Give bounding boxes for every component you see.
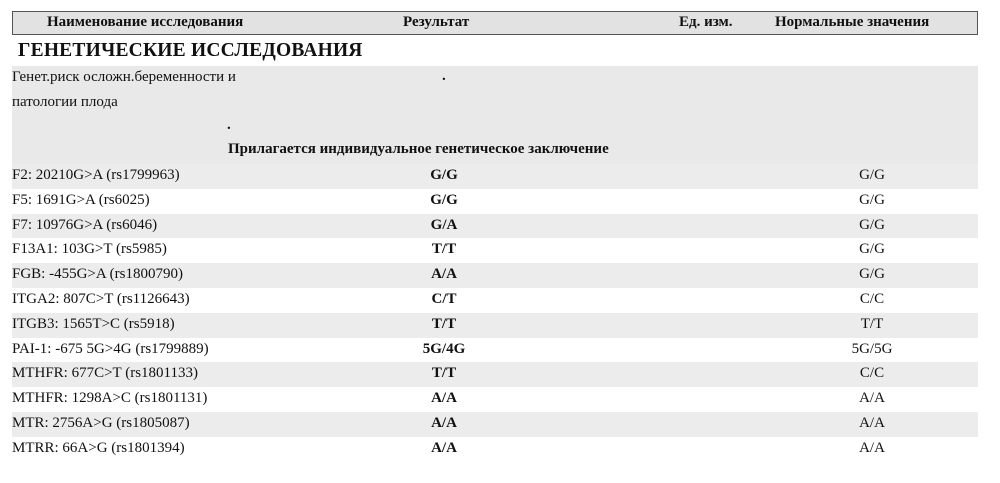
test-name: MTHFR: 1298A>C (rs1801131) bbox=[12, 390, 208, 407]
risk-block bbox=[12, 66, 978, 164]
test-name: ITGA2: 807C>T (rs1126643) bbox=[12, 290, 190, 307]
test-result: G/G bbox=[430, 191, 458, 208]
results-table bbox=[12, 164, 978, 462]
section-title: ГЕНЕТИЧЕСКИЕ ИССЛЕДОВАНИЯ bbox=[18, 40, 363, 61]
normal-value: C/C bbox=[859, 290, 885, 307]
test-name: F5: 1691G>A (rs6025) bbox=[12, 191, 150, 208]
test-name: ITGB3: 1565T>C (rs5918) bbox=[12, 315, 175, 332]
normal-value: T/T bbox=[860, 315, 884, 332]
header-unit: Ед. изм. bbox=[679, 14, 733, 30]
table-row bbox=[12, 412, 978, 437]
test-name: F2: 20210G>A (rs1799963) bbox=[12, 167, 180, 183]
table-row bbox=[12, 238, 978, 263]
test-result: 5G/4G bbox=[422, 340, 466, 357]
table-row bbox=[12, 362, 978, 387]
table-row bbox=[12, 437, 978, 462]
risk-result-dot: . bbox=[442, 68, 446, 84]
table-row bbox=[12, 164, 978, 189]
test-name: FGB: -455G>A (rs1800790) bbox=[12, 266, 183, 283]
table-row bbox=[12, 387, 978, 412]
test-name: MTRR: 66A>G (rs1801394) bbox=[12, 439, 185, 456]
header-result: Результат bbox=[403, 14, 470, 30]
test-name: MTHFR: 677C>T (rs1801133) bbox=[12, 365, 198, 382]
test-result: T/T bbox=[431, 365, 457, 382]
test-result: G/G bbox=[430, 167, 458, 183]
test-result: A/A bbox=[431, 266, 457, 283]
normal-value: G/G bbox=[859, 241, 885, 258]
risk-note: Прилагается индивидуальное генетическое заключение bbox=[228, 141, 609, 157]
test-result: A/A bbox=[431, 390, 457, 407]
normal-value: A/A bbox=[859, 439, 885, 456]
test-name: MTR: 2756A>G (rs1805087) bbox=[12, 414, 190, 431]
table-row bbox=[12, 313, 978, 338]
test-name: F7: 10976G>A (rs6046) bbox=[12, 216, 158, 233]
normal-value: G/G bbox=[859, 191, 885, 208]
table-row bbox=[12, 214, 978, 239]
risk-note-dot: . bbox=[227, 117, 231, 133]
normal-value: G/G bbox=[859, 167, 885, 183]
test-result: C/T bbox=[431, 290, 457, 307]
table-row bbox=[12, 338, 978, 363]
test-result: A/A bbox=[431, 439, 457, 456]
header-name: Наименование исследования bbox=[47, 14, 244, 30]
normal-value: A/A bbox=[859, 414, 885, 431]
table-header bbox=[12, 11, 978, 35]
normal-value: G/G bbox=[859, 266, 885, 283]
risk-label-line1: Генет.риск осложн.беременности и bbox=[12, 69, 236, 85]
test-name: F13A1: 103G>T (rs5985) bbox=[12, 241, 167, 258]
normal-value: 5G/5G bbox=[851, 340, 893, 357]
table-row bbox=[12, 288, 978, 313]
normal-value: C/C bbox=[859, 365, 885, 382]
test-result: T/T bbox=[431, 315, 457, 332]
test-result: T/T bbox=[431, 241, 457, 258]
table-row bbox=[12, 189, 978, 214]
risk-label-line2: патологии плода bbox=[12, 94, 118, 110]
test-name: PAI-1: -675 5G>4G (rs1799889) bbox=[12, 340, 209, 357]
table-row bbox=[12, 263, 978, 288]
normal-value: A/A bbox=[859, 390, 885, 407]
header-normal: Нормальные значения bbox=[775, 14, 930, 30]
test-result: A/A bbox=[431, 414, 457, 431]
test-result: G/A bbox=[430, 216, 458, 233]
normal-value: G/G bbox=[859, 216, 885, 233]
